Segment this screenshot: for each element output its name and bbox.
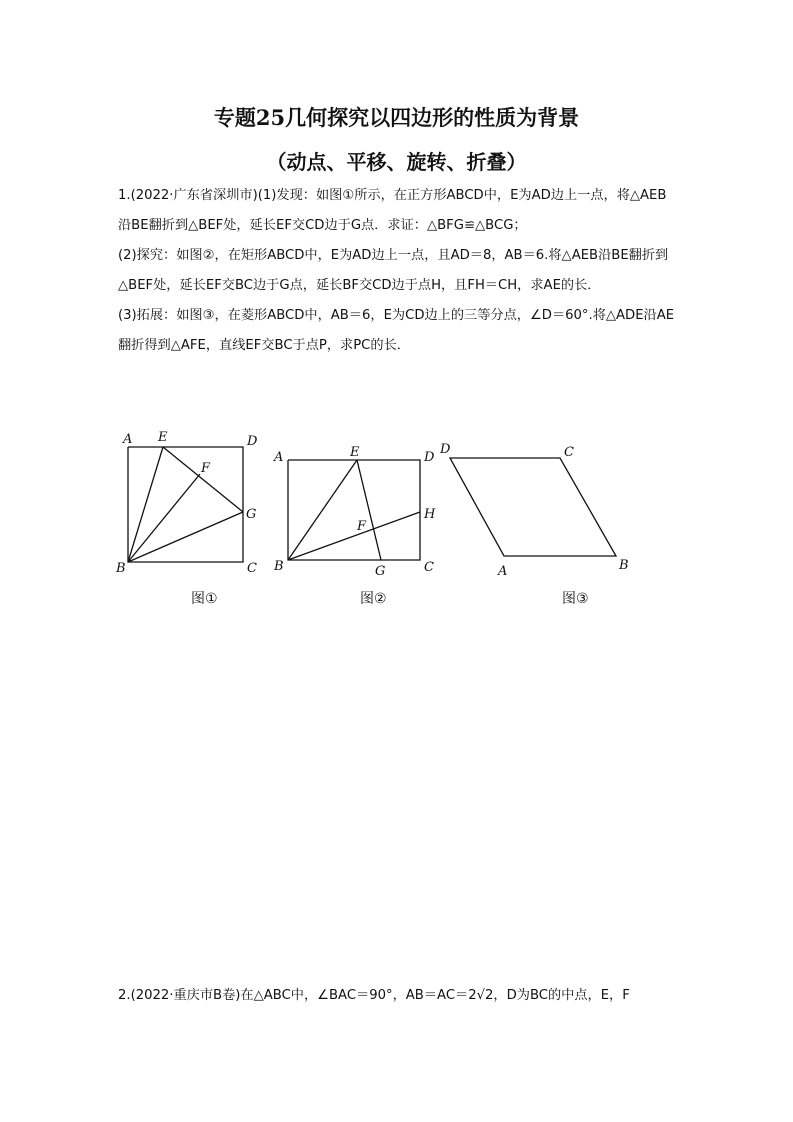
label-a: A — [498, 564, 508, 579]
paper-title: 专题25几何探究以四边形的性质为背景 — [213, 105, 580, 130]
question-2-text: 2.(2022·重庆市B卷)在△ABC中，∠BAC＝90°，AB＝AC＝2√2，D为BC的中点，E，F — [118, 988, 630, 1003]
figure-3-caption: 图③ — [562, 591, 589, 607]
figure-2-caption: 图② — [360, 591, 387, 607]
question-1-part-2: (2)探究：如图②，在矩形ABCD中，E为AD边上一点，且AD＝8，AB＝6.将△AEB沿BE翻折到△BEF处，延长EF交BC边于G点，延长BF交CD边于点H，且FH＝CH，求AE的长． — [118, 248, 669, 293]
rhombus-outline — [450, 458, 616, 556]
label-f: F — [357, 519, 367, 534]
segment-bf — [128, 474, 200, 562]
label-e: E — [350, 445, 360, 460]
label-d: D — [247, 434, 258, 449]
question-2 — [118, 981, 678, 1011]
segment-bh — [288, 512, 420, 560]
label-c: C — [247, 561, 257, 576]
question-1-part-3: (3)拓展：如图③，在菱形ABCD中，AB＝6，E为CD边上的三等分点，∠D＝60°.将△ADE沿AE翻折得到△AFE，直线EF交BC于点P，求PC的长． — [118, 308, 675, 353]
label-b: B — [619, 558, 629, 573]
question-1 — [118, 181, 678, 361]
segment-eg — [357, 460, 381, 560]
paper-subtitle: （动点、平移、旋转、折叠） — [266, 150, 527, 174]
figure-2-diagram — [268, 425, 448, 585]
figure-3-diagram — [435, 425, 635, 585]
label-d: D — [440, 442, 451, 457]
segment-bg — [128, 512, 243, 562]
label-b: B — [116, 561, 126, 576]
label-d: D — [424, 450, 435, 465]
figure-1-diagram — [110, 425, 270, 585]
label-f: F — [201, 461, 211, 476]
label-a: A — [123, 432, 133, 447]
segment-be — [288, 460, 357, 560]
label-g: G — [246, 507, 257, 522]
rectangle-outline — [288, 460, 420, 560]
figure-1-caption: 图① — [191, 591, 218, 607]
question-1-part-1: 1.(2022·广东省深圳市)(1)发现：如图①所示，在正方形ABCD中，E为AD边上一点，将△AEB沿BE翻折到△BEF处，延长EF交CD边于G点．求证：△BFG≌△BCG； — [118, 188, 667, 233]
label-b: B — [274, 559, 284, 574]
label-e: E — [158, 430, 168, 445]
label-a: A — [274, 450, 284, 465]
label-c: C — [564, 445, 574, 460]
label-g: G — [375, 564, 386, 579]
label-c: C — [424, 560, 434, 575]
segment-eg — [163, 447, 243, 512]
segment-be — [128, 447, 163, 562]
label-h: H — [424, 507, 436, 522]
